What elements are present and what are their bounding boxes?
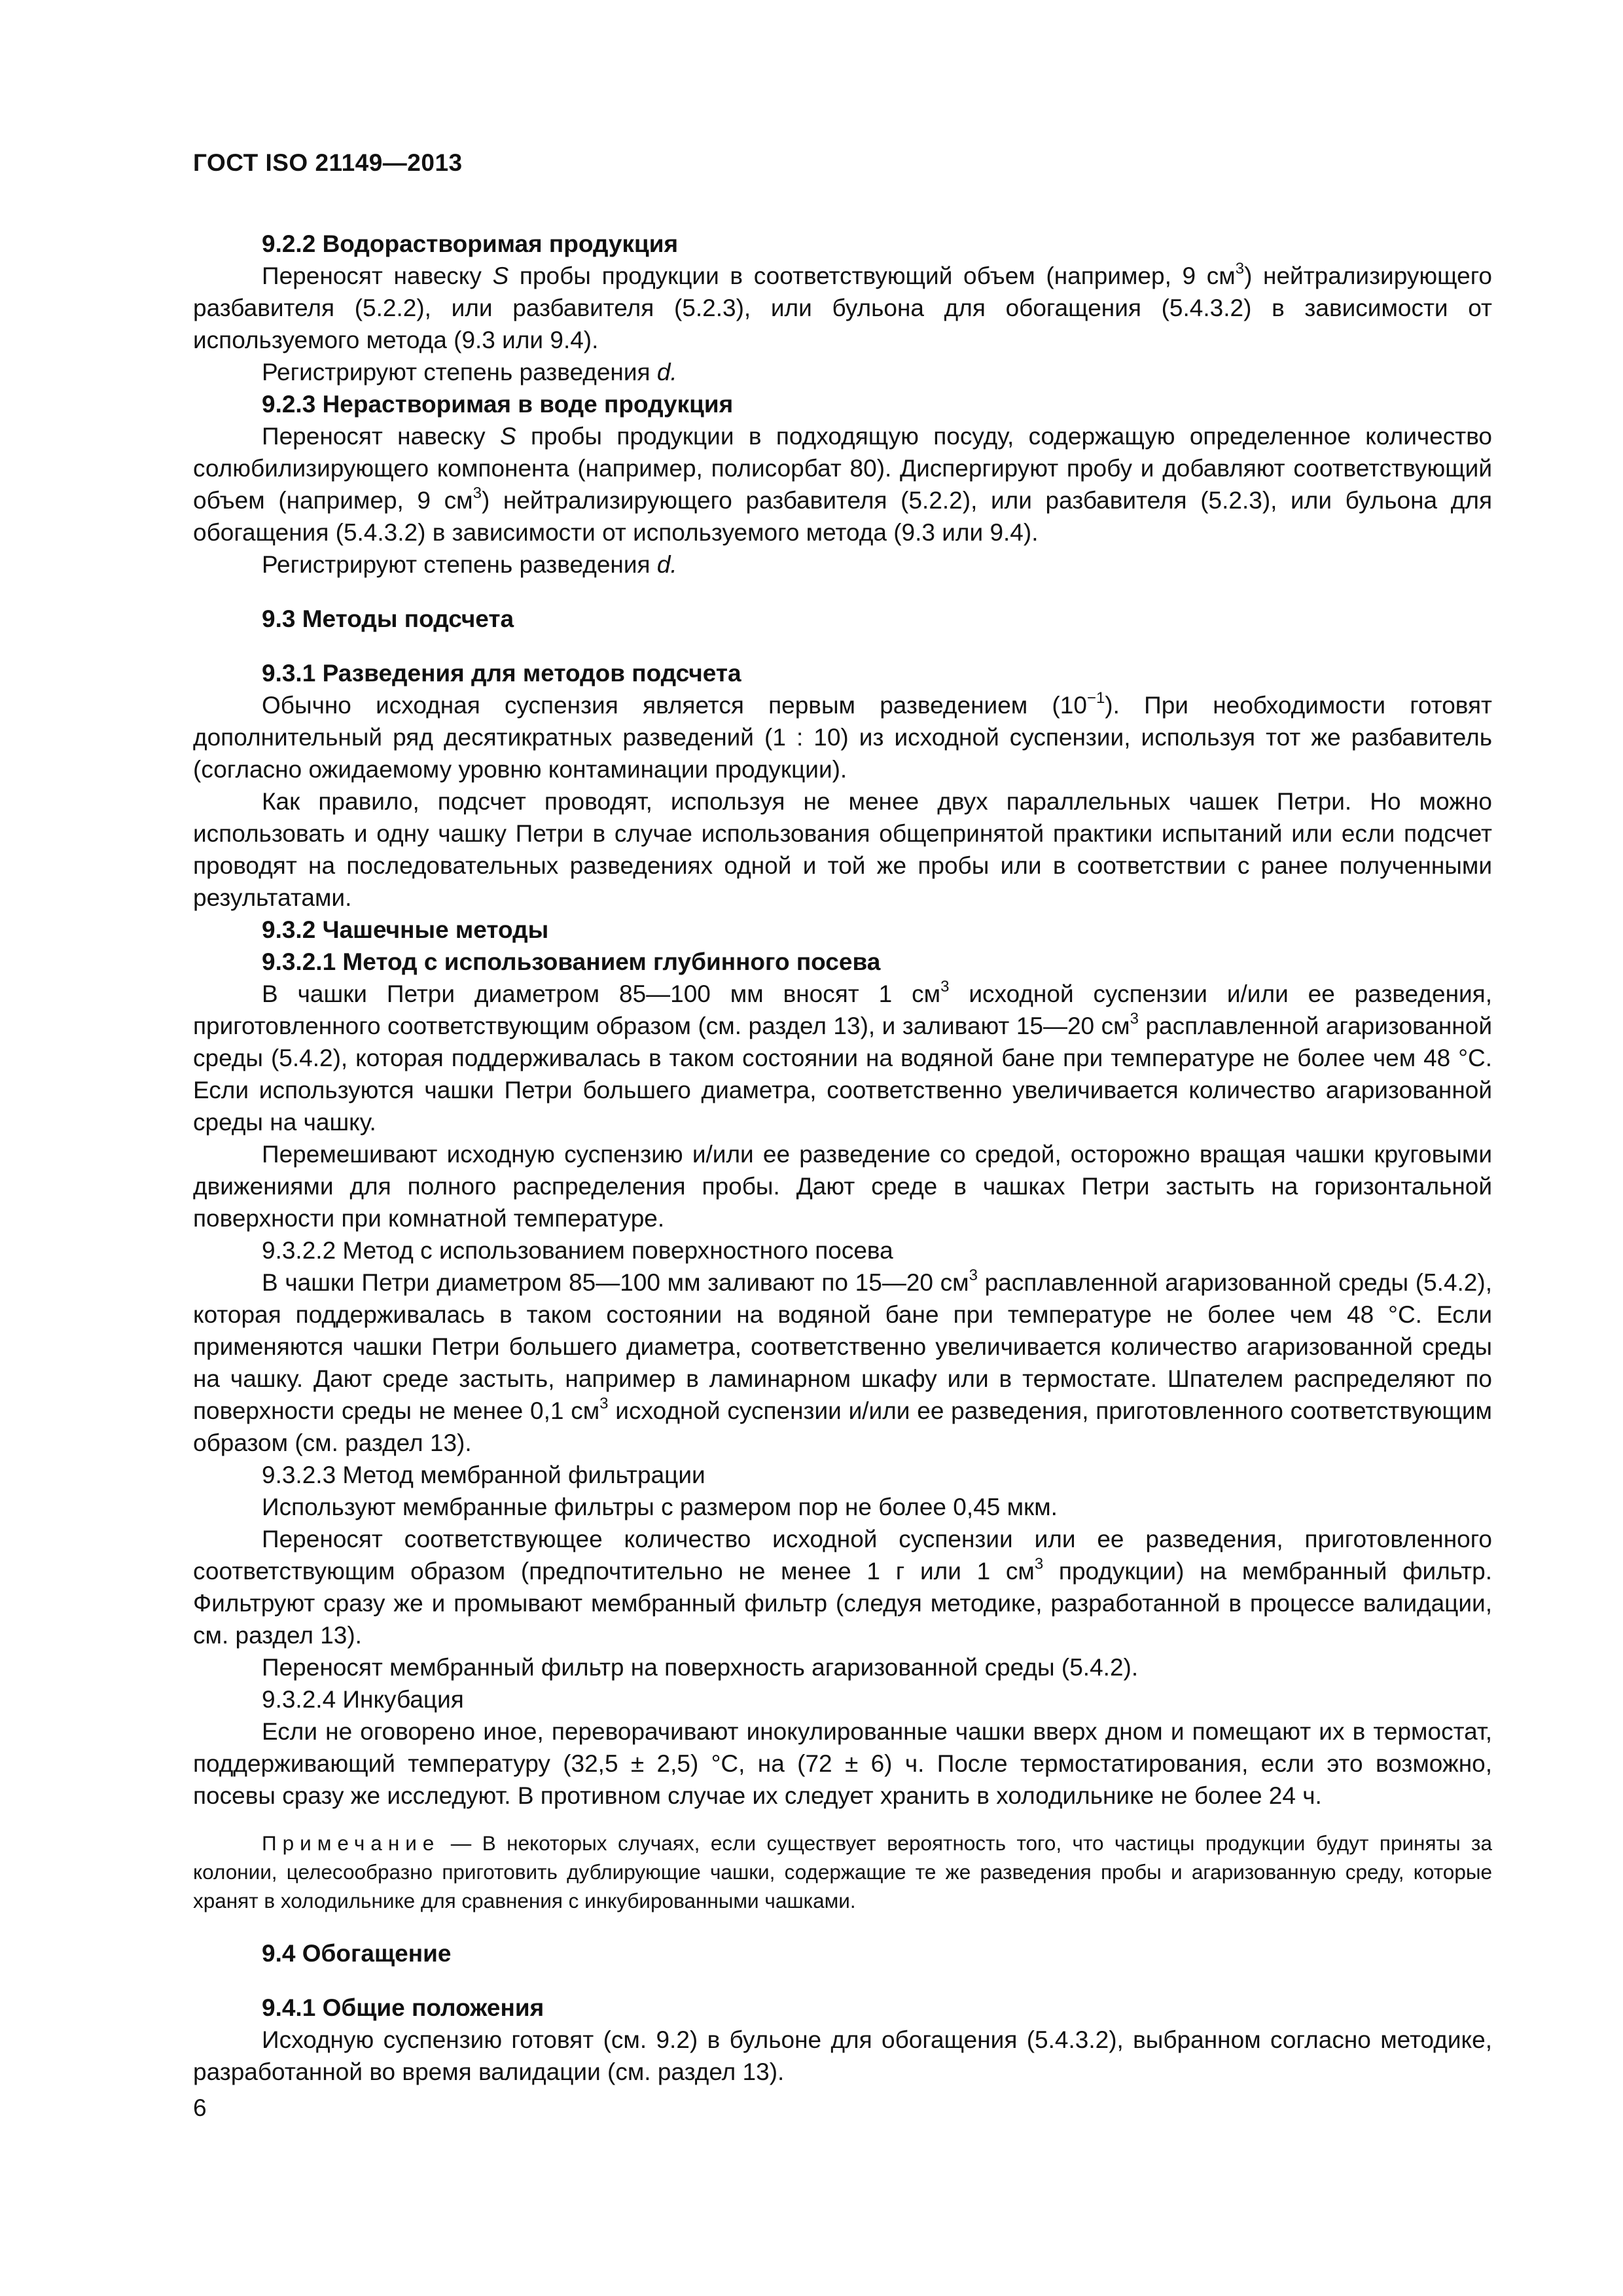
- paragraph: Регистрируют степень разведения d.: [262, 551, 677, 578]
- heading-9-3-2: 9.3.2 Чашечные методы: [262, 916, 549, 943]
- paragraph: Переносят мембранный фильтр на поверхность агаризованной среды (5.4.2).: [262, 1654, 1139, 1681]
- paragraph: Исходную суспензию готовят (см. 9.2) в бульоне для обогащения (5.4.3.2), выбранном согласно методике, разработанной во время валидации (см. раздел 13).: [193, 2026, 1492, 2085]
- heading-9-4-1: 9.4.1 Общие положения: [262, 1994, 544, 2021]
- heading-9-4: 9.4 Обогащение: [262, 1940, 452, 1967]
- document-body: [193, 228, 1492, 2088]
- paragraph: Обычно исходная суспензия является первым разведением $(10^{-1})$. При необходимости готовят дополнительный ряд десятикратных разведений (1 : 10) из исходной суспензии, используя тот же разбавитель (согласно ожидаемому уровню контаминации продукции).: [193, 689, 1492, 783]
- heading-9-3-2-1: 9.3.2.1 Метод с использованием глубинного посева: [262, 948, 881, 975]
- document-header: ГОСТ ISO 21149—2013: [193, 149, 463, 176]
- paragraph: Как правило, подсчет проводят, используя не менее двух параллельных чашек Петри. Но можно использовать и одну чашку Петри в случае использования общепринятой практики испытаний или если подсчет проводят на последовательных разведениях одной и той же пробы или в соответствии с ранее полученными результатами.: [193, 788, 1492, 911]
- paragraph: В чашки Петри диаметром 85—100 мм заливают по 15—20 $см^3$ расплавленной агаризованной среды (5.4.2), которая поддерживалась в таком состоянии на водяной бане при температуре не более чем 48 °С. Если применяются чашки Петри большего диаметра, соответственно увеличивается количество агаризованной среды на чашку. Дают среде застыть, например в ламинарном шкафу или в термостате. Шпателем распределяют по поверхности среды не менее 0,1 $см^3$ исходной суспензии и/или ее разведения, приготовленного соответствующим образом (см. раздел 13).: [193, 1266, 1492, 1456]
- note-text: — В некоторых случаях, если существует вероятность того, что частицы продукции будут приняты за колонии, целесообразно приготовить дублирующие чашки, содержащие те же разведения пробы и агаризованную среду, которые хранят в холодильнике для сравнения с инкубированными чашками.: [193, 1831, 1492, 1912]
- heading-9-2-3: 9.2.3 Нерастворимая в воде продукция: [262, 391, 734, 418]
- paragraph: В чашки Петри диаметром 85—100 мм вносят 1 $см^3$ исходной суспензии и/или ее разведения, приготовленного соответствующим образом (см. раздел 13), и заливают 15—20 $см^3$ расплавленной агаризованной среды (5.4.2), которая поддерживалась в таком состоянии на водяной бане при температуре не более чем 48 °С. Если используются чашки Петри большего диаметра, соответственно увеличивается количество агаризованной среды на чашку.: [193, 977, 1492, 1136]
- paragraph: Переносят навеску S пробы продукции в подходящую посуду, содержащую определенное количество солюбилизирующего компонента (например, полисорбат 80). Диспергируют пробу и добавляют соответствующий объем (например, 9 $см^3$) нейтрализирующего разбавителя (5.2.2), или разбавителя (5.2.3), или бульона для обогащения (5.4.3.2) в зависимости от используемого метода (9.3 или 9.4).: [193, 423, 1493, 546]
- heading-9-3-2-3: 9.3.2.3 Метод мембранной фильтрации: [262, 1462, 705, 1488]
- heading-9-3-1: 9.3.1 Разведения для методов подсчета: [262, 660, 741, 687]
- page-number: 6: [193, 2094, 207, 2121]
- paragraph: Переносят навеску S пробы продукции в соответствующий объем (например, 9 $см^3$) нейтрализирующего разбавителя (5.2.2), или разбавителя (5.2.3), или бульона для обогащения (5.4.3.2) в зависимости от используемого метода (9.3 или 9.4).: [193, 259, 1492, 353]
- paragraph: Переносят соответствующее количество исходной суспензии или ее разведения, приготовленного соответствующим образом (предпочтительно не менее 1 г или 1 $см^3$ продукции) на мембранный фильтр. Фильтруют сразу же и промывают мембранный фильтр (следуя методике, разработанной в процессе валидации, см. раздел 13).: [193, 1526, 1492, 1649]
- note: [193, 1829, 1492, 1915]
- paragraph: Регистрируют степень разведения d.: [262, 359, 677, 386]
- heading-9-3-2-2: 9.3.2.2 Метод с использованием поверхностного посева: [262, 1237, 893, 1264]
- paragraph: Если не оговорено иное, переворачивают инокулированные чашки вверх дном и помещают их в термостат, поддерживающий температуру (32,5 ± 2,5) °С, на (72 ± 6) ч. После термостатирования, если это возможно, посевы сразу же исследуют. В противном случае их следует хранить в холодильнике не более 24 ч.: [193, 1718, 1492, 1809]
- heading-9-3-2-4: 9.3.2.4 Инкубация: [262, 1686, 464, 1713]
- heading-9-2-2: 9.2.2 Водорастворимая продукция: [262, 230, 679, 257]
- paragraph: Используют мембранные фильтры с размером пор не более 0,45 мкм.: [262, 1494, 1058, 1520]
- heading-9-3: 9.3 Методы подсчета: [262, 605, 514, 632]
- paragraph: Перемешивают исходную суспензию и/или ее разведение со средой, осторожно вращая чашки круговыми движениями для полного распределения пробы. Дают среде в чашках Петри застыть на горизонтальной поверхности при комнатной температуре.: [193, 1141, 1492, 1232]
- note-label: Примечание: [262, 1831, 440, 1855]
